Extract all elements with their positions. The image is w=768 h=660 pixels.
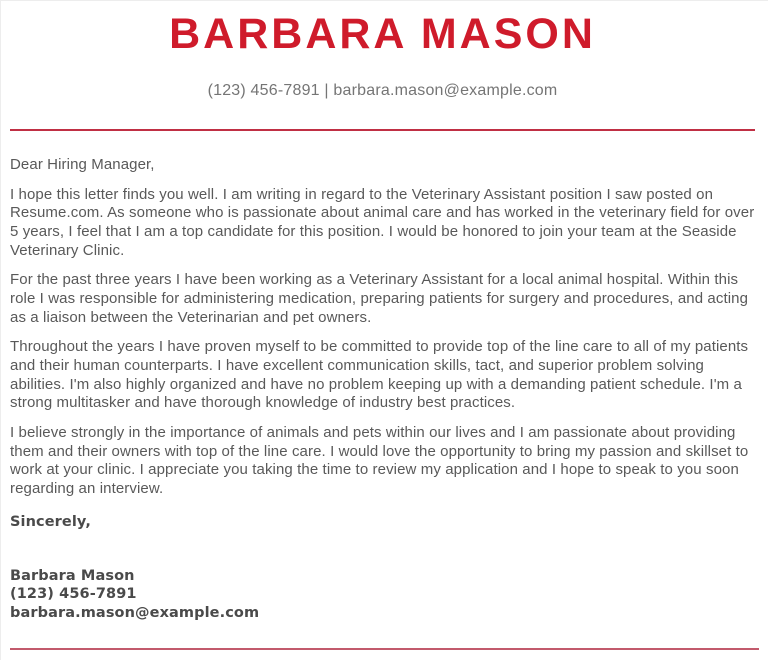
body-paragraph: Throughout the years I have proven myself to be committed to provide top of the line care to all of my patients and their human counterparts. I have excellent communication skills, tact, and superior problem solving abilities. I'm also highly organized and have no problem keeping up with a demanding patient schedule. I'm a strong multitasker and have thorough knowledge of industry best practices.	[10, 338, 749, 412]
signature-phone: (123) 456-7891	[10, 586, 137, 603]
letter-body	[10, 156, 755, 622]
footer-divider	[10, 648, 759, 650]
letter-header	[10, 10, 755, 131]
closing: Sincerely,	[10, 513, 91, 530]
signature-name: Barbara Mason	[10, 567, 135, 584]
page-title: BARBARA MASON	[169, 10, 596, 58]
header-divider	[10, 129, 755, 131]
body-paragraph: I hope this letter finds you well. I am writing in regard to the Veterinary Assistant position I saw posted on Resume.com. As someone who is passionate about animal care and has worked in the veterinary field for over 5 years, I feel that I am a top candidate for this position. I would be honored to join your team at the Seaside Veterinary Clinic.	[10, 185, 755, 259]
contact-line: (123) 456-7891 | barbara.mason@example.com	[207, 82, 558, 99]
body-paragraph: For the past three years I have been working as a Veterinary Assistant for a local animal hospital. Within this role I was responsible for administering medication, preparing patients for surgery and procedures, and acting as a liaison between the Veterinarian and pet owners.	[10, 271, 749, 326]
body-paragraph: I believe strongly in the importance of animals and pets within our lives and I am passionate about providing them and their owners with top of the line care. I would love the opportunity to bring my passion and skillset to work at your clinic. I appreciate you taking the time to review my application and I hope to speak to you soon regarding an interview.	[10, 424, 749, 498]
signature-email: barbara.mason@example.com	[10, 604, 260, 621]
salutation: Dear Hiring Manager,	[10, 156, 155, 173]
signature-block	[10, 567, 755, 622]
